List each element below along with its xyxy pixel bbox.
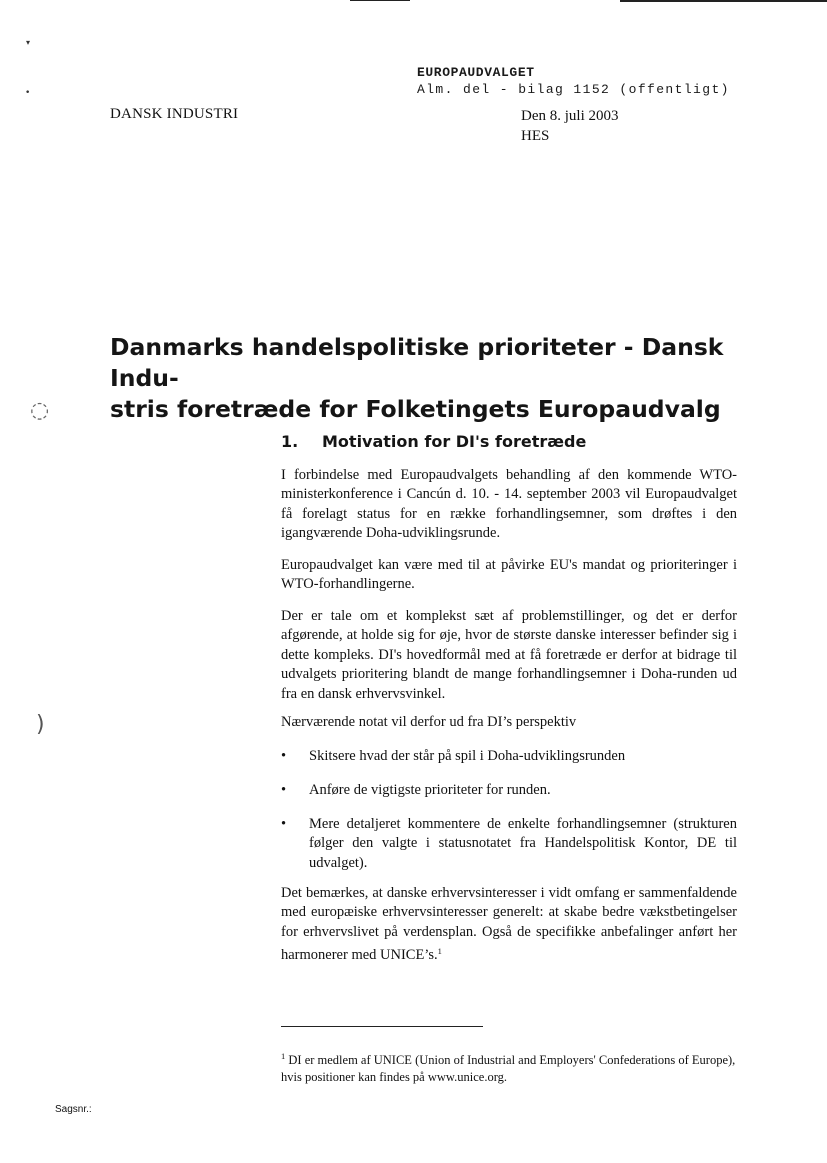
punch-hole-mark: ◌ — [30, 398, 50, 423]
stamp-committee: EUROPAUDVALGET — [417, 65, 535, 80]
bullet-dot: • — [281, 782, 287, 798]
bullet-dot: • — [281, 816, 287, 832]
paragraph-outline: Nærværende notat vil derfor ud fra DI’s perspektiv — [281, 714, 577, 730]
document-title — [110, 332, 750, 425]
document-date: Den 8. juli 2003 — [521, 108, 619, 124]
paragraph-closing — [281, 884, 737, 966]
footnote — [281, 1048, 741, 1086]
footnote-separator — [281, 1026, 483, 1027]
paragraph-purpose: Der er tale om et komplekst sæt af problemstillinger, og det er derfor afgørende, at holde sig for øje, hvor de største danske interesser befinder sig i dette kompleks. DI's hovedformål med at få foretræde er derfor at bidrage til udvalgets prioritering blandt de mange forhandlingsemner i Doha-runden ud fra en dansk erhvervsvinkel. — [281, 608, 737, 702]
title-line-1: Danmarks handelspolitiske prioriteter - Dansk Indu- — [110, 333, 724, 392]
paragraph-mandate: Europaudvalget kan være med til at påvirke EU's mandat og prioriteringer i WTO-forhandlingerne. — [281, 557, 737, 593]
case-number-label: Sagsnr.: — [55, 1104, 92, 1115]
bullet-dot: • — [281, 748, 287, 764]
paragraph-intro: I forbindelse med Europaudvalgets behandling af den kommende WTO-ministerkonference i Cancún d. 10. - 14. september 2003 vil Europaudvalget få forelagt status for en række forhandlingsemner, som drøftes i den igangværende Doha-udviklingsrunde. — [281, 467, 737, 542]
section-heading — [281, 432, 586, 451]
footnote-text: DI er medlem af UNICE (Union of Industrial and Employers' Confederations of Europe), hvis positioner kan findes på www.unice.org. — [281, 1053, 736, 1084]
bullet-text: Mere detaljeret kommentere de enkelte forhandlingsemner (strukturen følger den valgte i statusnotatet fra Handelspolitisk Kontor, DE til udvalget). — [309, 816, 737, 871]
footnote-marker: 1 — [281, 1051, 286, 1061]
bullet-text: Anføre de vigtigste prioriteter for runden. — [309, 782, 551, 798]
date-block — [521, 106, 619, 146]
punch-hole-mark: ) — [36, 712, 45, 737]
section-title: Motivation for DI's foretræde — [322, 432, 587, 451]
archive-stamp — [417, 64, 730, 98]
author-initials: HES — [521, 128, 550, 144]
footnote-reference: 1 — [437, 946, 442, 957]
organization-name: DANSK INDUSTRI — [110, 106, 239, 122]
scan-line-top-right — [620, 0, 827, 2]
scan-line-top-center — [350, 0, 410, 1]
title-line-2: stris foretræde for Folketingets Europaudvalg — [110, 395, 721, 423]
scan-speck: ▾ — [26, 38, 31, 47]
scan-speck: • — [25, 88, 31, 98]
stamp-reference: Alm. del - bilag 1152 (offentligt) — [417, 82, 730, 97]
bullet-text: Skitsere hvad der står på spil i Doha-udviklingsrunden — [309, 748, 626, 764]
closing-text: Det bemærkes, at danske erhvervsinteresser i vidt omfang er sammenfaldende med europæiske erhvervsinteresser generelt: at skabe bedre vækstbetingelser for erhvervslivet på verdensplan. Også de specifikke anbefalinger anført her harmonerer med UNICE’s. — [281, 885, 737, 964]
section-number: 1. — [281, 432, 299, 451]
